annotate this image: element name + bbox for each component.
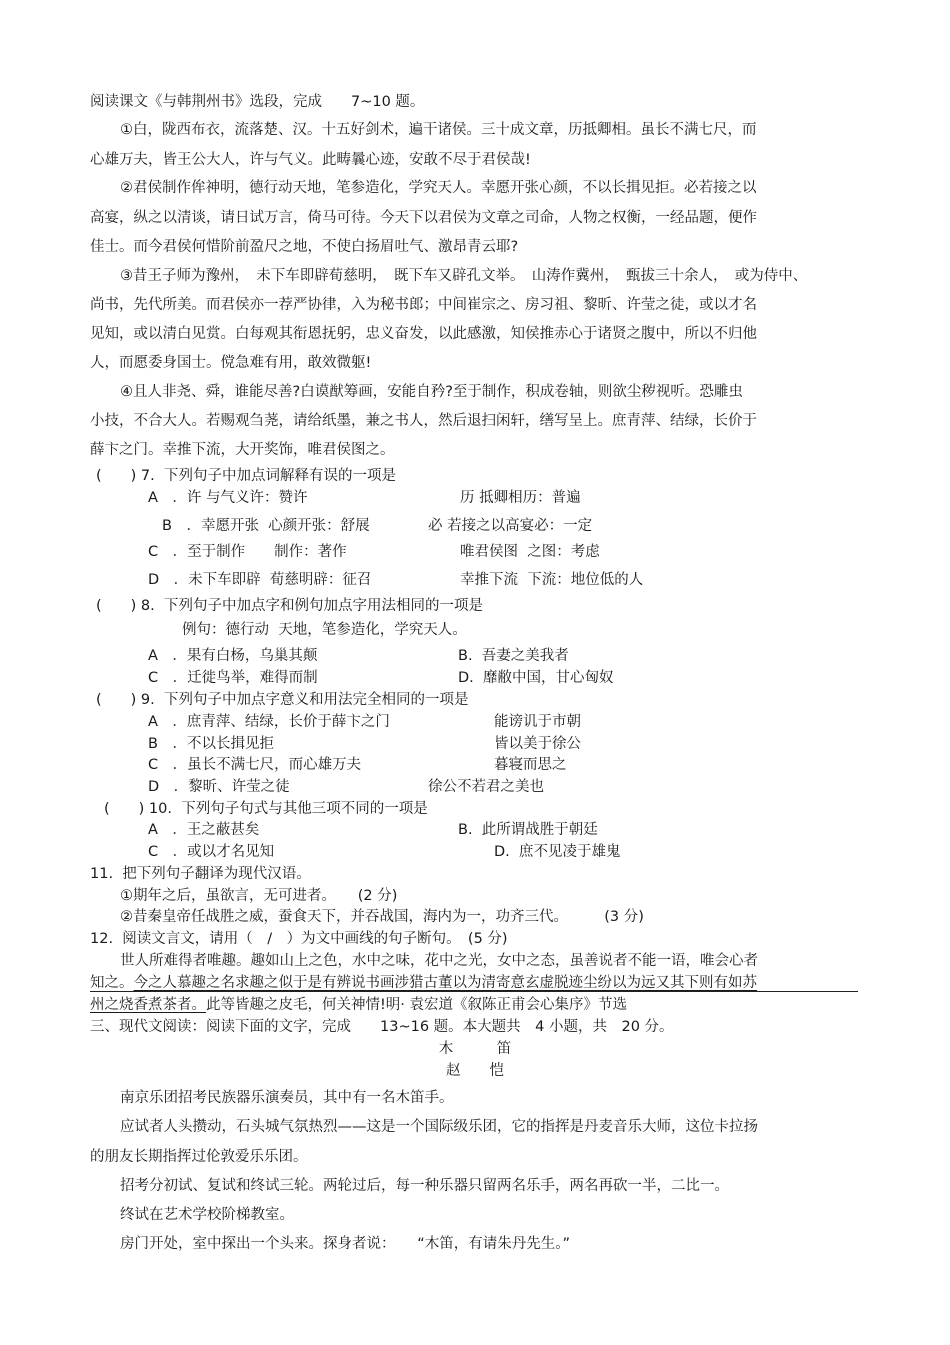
question-9-option-a: A ．庶青萍、结绿，长价于薛卞之门 xyxy=(148,714,390,730)
question-10-option-d: D. 庶不见凌于雄鬼 xyxy=(494,844,621,860)
question-8-option-c: C ．迁徙鸟举，难得而制 xyxy=(148,670,318,686)
question-12-source: 此等皆趣之皮毛，何关神情!明· 袁宏道《叙陈正甫会心集序》节选 xyxy=(206,997,628,1013)
paragraph-1-line-2: 心雄万夫，皆王公大人，许与气义。此畴曩心迹，安敢不尽于君侯哉! xyxy=(90,152,531,168)
question-9-option-d: D ．黎昕、许莹之徒 xyxy=(148,779,290,795)
paragraph-4-line-2: 小技，不合大人。若赐观刍荛，请给纸墨，兼之书人，然后退扫闲轩，缮写呈上。庶青萍、结绿，长价于 xyxy=(90,413,757,429)
question-7-stem: ( ) 7. 下列句子中加点词解释有误的一项是 xyxy=(96,468,396,484)
question-10-stem: ( ) 10. 下列句子句式与其他三项不同的一项是 xyxy=(104,801,428,817)
question-12-underlined-text-end: 州之烧香煮茶者。 xyxy=(90,997,206,1013)
question-9-option-c: C ．虽长不满七尺，而心雄万夫 xyxy=(148,757,362,773)
article-title: 木 笛 xyxy=(438,1041,512,1057)
paragraph-2-line-1: ②君侯制作侔神明，德行动天地，笔参造化，学究天人。幸愿开张心颜，不以长揖见拒。必若接之以 xyxy=(120,180,757,196)
paragraph-4-line-3: 薛卞之门。幸推下流，大开奖饰，唯君侯图之。 xyxy=(90,442,395,458)
question-7-option-b-2: 必 若接之以高宴必：一定 xyxy=(428,518,593,534)
question-10-option-c: C ．或以才名见知 xyxy=(148,844,275,860)
paragraph-4-line-1: ④且人非尧、舜，谁能尽善?白谟猷筹画，安能自矜?至于制作，积成卷轴，则欲尘秽视听。恐雕虫 xyxy=(120,384,743,400)
question-12-stem: 12. 阅读文言文，请用（ / ）为文中画线的句子断句。 (5 分) xyxy=(90,931,508,947)
paragraph-2-line-3: 佳士。而今君侯何惜阶前盈尺之地，不使白扬眉吐气、激昂青云耶? xyxy=(90,239,519,255)
question-12-underlined-text: 今之人慕趣之名求趣之似于是有辨说书画涉猎古董以为清寄意玄虚脱迹尘纷以为远又其下则有如苏 xyxy=(133,975,757,991)
question-7-option-b: B ．幸愿开张 心颜开张：舒展 xyxy=(162,518,370,534)
question-7-option-c-2: 唯君侯图 之图：考虑 xyxy=(460,544,600,560)
question-12-text-plain: 知之。 xyxy=(90,975,134,991)
question-10-option-a: A ．王之蔽甚矣 xyxy=(148,822,260,838)
story-paragraph-3: 招考分初试、复试和终试三轮。两轮过后，每一种乐器只留两名乐手，两名再砍一半，二比一。 xyxy=(120,1178,729,1194)
question-12-text-line-2 xyxy=(90,973,757,993)
section-3-heading: 三、现代文阅读：阅读下面的文字，完成 13~16 题。本大题共 4 小题，共 20 分。 xyxy=(90,1019,674,1035)
question-11-sentence-1: ①期年之后，虽欲言，无可进者。 (2 分) xyxy=(120,888,398,904)
question-9-option-c-2: 暮寝而思之 xyxy=(494,757,567,773)
question-9-option-d-2: 徐公不若君之美也 xyxy=(428,779,544,795)
paragraph-3-line-1: ③昔王子师为豫州， 未下车即辟荀慈明， 既下车又辟孔文举。 山涛作冀州， 甄拔三十余人， 或为侍中、 xyxy=(120,268,808,284)
article-author: 赵 恺 xyxy=(446,1063,504,1079)
paragraph-3-line-4: 人，而愿委身国士。傥急难有用，敢效微躯! xyxy=(90,355,372,371)
story-paragraph-2-line-1: 应试者人头攒动，石头城气氛热烈——这是一个国际级乐团，它的指挥是丹麦音乐大师，这位卡拉扬 xyxy=(120,1119,758,1135)
question-8-option-a: A ．果有白杨，乌巢其颠 xyxy=(148,648,318,664)
question-10-option-b: B. 此所谓战胜于朝廷 xyxy=(458,822,598,838)
question-7-option-d-2: 幸推下流 下流：地位低的人 xyxy=(460,572,644,588)
question-8-option-d: D. 靡敝中国，甘心匈奴 xyxy=(458,670,614,686)
paragraph-3-line-3: 见知，或以清白见赏。白每观其衔恩抚躬，忠义奋发，以此感激，知侯推赤心于诸贤之腹中，所以不归他 xyxy=(90,326,757,342)
question-8-example: 例句：德行动 天地，笔参造化，学究天人。 xyxy=(182,622,467,638)
question-9-stem: ( ) 9. 下列句子中加点字意义和用法完全相同的一项是 xyxy=(96,692,469,708)
question-7-option-c: C ．至于制作 制作：著作 xyxy=(148,544,347,560)
question-11-sentence-2: ②昔秦皇帝任战胜之威，蚕食天下，并吞战国，海内为一，功齐三代。 (3 分) xyxy=(120,909,644,925)
question-9-option-a-2: 能谤讥于市朝 xyxy=(494,714,581,730)
story-paragraph-2-line-2: 的朋友长期指挥过伦敦爱乐乐团。 xyxy=(90,1149,308,1165)
question-8-stem: ( ) 8. 下列句子中加点字和例句加点字用法相同的一项是 xyxy=(96,598,483,614)
question-7-option-a: A ．许 与气义许：赞许 xyxy=(148,490,308,506)
intro-line: 阅读课文《与韩荆州书》选段，完成 7~10 题。 xyxy=(90,94,425,110)
question-9-option-b-2: 皆以美于徐公 xyxy=(494,736,581,752)
underline-rule xyxy=(90,991,858,992)
paragraph-1-line-1: ①白，陇西布衣，流落楚、汉。十五好剑术，遍干诸侯。三十成文章，历抵卿相。虽长不满七尺，而 xyxy=(120,122,757,138)
question-7-option-d: D ．未下车即辟 荀慈明辟：征召 xyxy=(148,572,372,588)
question-8-option-b: B. 吾妻之美我者 xyxy=(458,648,569,664)
question-11-stem: 11. 把下列句子翻译为现代汉语。 xyxy=(90,866,311,882)
paragraph-2-line-2: 高宴，纵之以清谈，请日试万言，倚马可待。今天下以君侯为文章之司命，人物之权衡，一经品题，便作 xyxy=(90,210,757,226)
question-12-text-line-1: 世人所难得者唯趣。趣如山上之色，水中之味，花中之光，女中之态，虽善说者不能一语，唯会心者 xyxy=(120,953,758,969)
story-paragraph-4: 终试在艺术学校阶梯教室。 xyxy=(120,1207,294,1223)
question-9-option-b: B ．不以长揖见拒 xyxy=(148,736,274,752)
question-12-text-line-3 xyxy=(90,995,627,1015)
story-paragraph-1: 南京乐团招考民族器乐演奏员，其中有一名木笛手。 xyxy=(120,1090,454,1106)
story-paragraph-5: 房门开处，室中探出一个头来。探身者说： “木笛，有请朱丹先生。” xyxy=(120,1236,571,1252)
question-7-option-a-2: 历 抵卿相历：普遍 xyxy=(460,490,581,506)
paragraph-3-line-2: 尚书，先代所美。而君侯亦一荐严协律，入为秘书郎；中间崔宗之、房习祖、黎昕、许莹之徒，或以才名 xyxy=(90,297,757,313)
